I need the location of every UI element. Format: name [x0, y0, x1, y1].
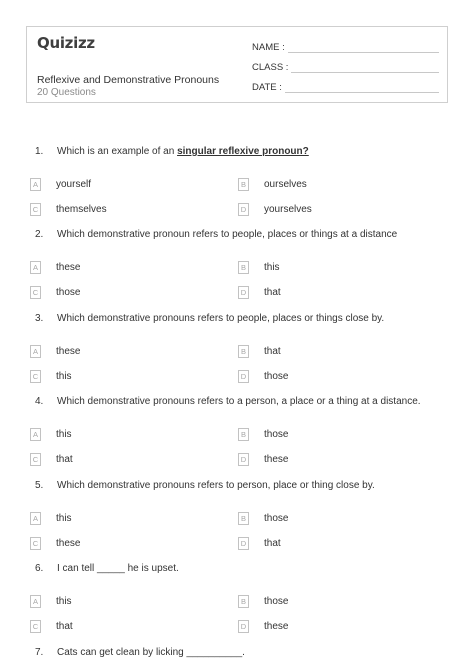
option-text: these	[56, 346, 81, 357]
option-letter-badge: D	[238, 537, 249, 550]
question-text-main: I can tell _____ he is upset.	[57, 563, 179, 574]
option-letter-badge: A	[30, 178, 41, 191]
option-letter-badge: C	[30, 620, 41, 633]
option-letter-badge: C	[30, 203, 41, 216]
option-letter-badge: A	[30, 595, 41, 608]
option-letter-badge: C	[30, 286, 41, 299]
option-letter-badge: A	[30, 345, 41, 358]
date-line	[285, 82, 439, 93]
worksheet-title: Reflexive and Demonstrative Pronouns	[37, 74, 220, 86]
question-number: 5.	[35, 480, 44, 491]
option-text: these	[56, 262, 81, 273]
option-letter-badge: C	[30, 453, 41, 466]
question-number: 7.	[35, 647, 44, 658]
option-letter-badge: D	[238, 203, 249, 216]
option-letter-badge: B	[238, 261, 249, 274]
option-text: that	[264, 287, 281, 298]
question-text-main: Which is an example of an	[57, 146, 178, 157]
question-text	[57, 229, 397, 240]
option-letter-badge: A	[30, 428, 41, 441]
date-field[interactable]	[252, 82, 439, 93]
option-letter-badge: B	[238, 345, 249, 358]
option-letter-badge: B	[238, 595, 249, 608]
question-text	[57, 313, 384, 324]
option-letter-badge: D	[238, 453, 249, 466]
question-number: 2.	[35, 229, 44, 240]
question-text-main: Which demonstrative pronouns refers to people, places or things close by.	[57, 313, 385, 324]
option-text: these	[264, 454, 289, 465]
class-field[interactable]	[252, 62, 439, 73]
date-label: DATE :	[252, 82, 282, 93]
option-text: ourselves	[264, 179, 307, 190]
question-text	[57, 480, 375, 491]
question-text-main: Cats can get clean by licking __________.	[57, 647, 245, 658]
option-text: those	[264, 429, 289, 440]
question-text-main: Which demonstrative pronoun refers to people, places or things at a distance	[57, 229, 398, 240]
option-letter-badge: B	[238, 178, 249, 191]
option-letter-badge: C	[30, 370, 41, 383]
question-emphasis: singular reflexive pronoun?	[177, 146, 309, 157]
option-text: that	[264, 346, 281, 357]
option-text: those	[264, 371, 289, 382]
option-text: these	[56, 538, 81, 549]
option-text: these	[264, 621, 289, 632]
option-letter-badge: D	[238, 286, 249, 299]
question-number: 1.	[35, 146, 44, 157]
question-text	[57, 647, 245, 658]
option-text: this	[56, 596, 72, 607]
option-text: that	[264, 538, 281, 549]
option-text: those	[264, 513, 289, 524]
option-text: themselves	[56, 204, 107, 215]
name-field[interactable]	[252, 42, 439, 53]
option-text: yourselves	[264, 204, 312, 215]
question-text	[57, 396, 421, 407]
question-text	[57, 146, 309, 157]
option-text: this	[264, 262, 280, 273]
option-letter-badge: A	[30, 512, 41, 525]
option-letter-badge: D	[238, 370, 249, 383]
option-text: that	[56, 621, 73, 632]
name-label: NAME :	[252, 42, 285, 53]
option-letter-badge: D	[238, 620, 249, 633]
option-text: those	[56, 287, 81, 298]
option-letter-badge: A	[30, 261, 41, 274]
quizizz-logo: Quizizz	[37, 34, 95, 52]
option-text: this	[56, 371, 72, 382]
worksheet-header	[26, 26, 448, 103]
question-text-main: Which demonstrative pronouns refers to person, place or thing close by.	[57, 480, 375, 491]
option-text: this	[56, 429, 72, 440]
question-text	[57, 563, 179, 574]
question-number: 4.	[35, 396, 44, 407]
option-letter-badge: B	[238, 512, 249, 525]
question-count: 20 Questions	[37, 87, 96, 98]
option-letter-badge: C	[30, 537, 41, 550]
option-text: that	[56, 454, 73, 465]
option-text: this	[56, 513, 72, 524]
option-text: those	[264, 596, 289, 607]
class-line	[291, 62, 439, 73]
question-number: 6.	[35, 563, 44, 574]
question-text-main: Which demonstrative pronouns refers to a person, a place or a thing at a distance.	[57, 396, 421, 407]
name-line	[288, 42, 439, 53]
class-label: CLASS :	[252, 62, 289, 73]
question-number: 3.	[35, 313, 44, 324]
option-text: yourself	[56, 179, 92, 190]
option-letter-badge: B	[238, 428, 249, 441]
